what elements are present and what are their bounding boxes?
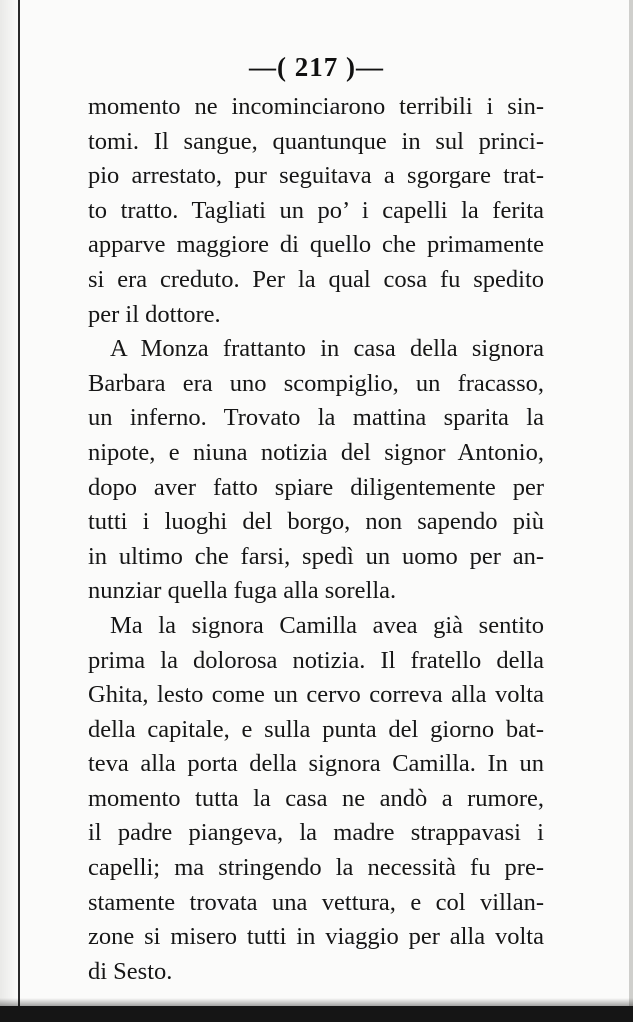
- text-line: il padre piangeva, la madre strappavasi i: [88, 819, 544, 847]
- text-line: si era creduto. Per la qual cosa fu spedito: [88, 265, 544, 293]
- text-line: per il dottore.: [88, 300, 221, 328]
- page-bottom-shadow: [0, 998, 633, 1006]
- text-line: capelli; ma stringendo la necessità fu pre-: [88, 854, 544, 882]
- text-line: tutti i luoghi del borgo, non sapendo più: [88, 508, 544, 536]
- text-line: dopo aver fatto spiare diligentemente per: [88, 473, 544, 501]
- text-line: Ma la signora Camilla avea già sentito: [110, 611, 544, 639]
- page-bottom-edge: [0, 1006, 633, 1022]
- page-gutter-shadow: [0, 0, 18, 1022]
- body-text: [88, 90, 544, 989]
- text-line: momento tutta la casa ne andò a rumore,: [88, 784, 544, 812]
- text-line: to tratto. Tagliati un po’ i capelli la ferita: [88, 196, 544, 224]
- text-line: teva alla porta della signora Camilla. In un: [88, 750, 544, 778]
- text-line: in ultimo che farsi, spedì un uomo per an-: [88, 542, 544, 570]
- text-line: prima la dolorosa notizia. Il fratello della: [88, 646, 544, 674]
- text-line: Barbara era uno scompiglio, un fracasso,: [88, 369, 544, 397]
- text-line: zone si misero tutti in viaggio per alla volta: [88, 923, 544, 951]
- page-right-edge: [629, 0, 633, 1022]
- text-line: pio arrestato, pur seguitava a sgorgare trat-: [88, 162, 544, 190]
- text-line: un inferno. Trovato la mattina sparita la: [88, 404, 544, 432]
- text-line: momento ne incominciarono terribili i sin-: [88, 93, 544, 120]
- text-line: della capitale, e sulla punta del giorno bat-: [88, 715, 544, 743]
- text-line: Ghita, lesto come un cervo correva alla volta: [88, 681, 544, 709]
- text-line: apparve maggiore di quello che primamente: [88, 231, 544, 259]
- text-line: nipote, e niuna notizia del signor Antonio,: [88, 438, 544, 466]
- page-number: —( 217 )—: [249, 52, 384, 82]
- text-line: tomi. Il sangue, quantunque in sul princi-: [88, 127, 544, 155]
- text-line: stamente trovata una vettura, e col villan-: [88, 888, 544, 916]
- text-line: nunziar quella fuga alla sorella.: [88, 577, 397, 605]
- text-line: A Monza frattanto in casa della signora: [110, 335, 544, 363]
- text-line: di Sesto.: [88, 957, 173, 985]
- page-left-edge: [18, 0, 20, 1022]
